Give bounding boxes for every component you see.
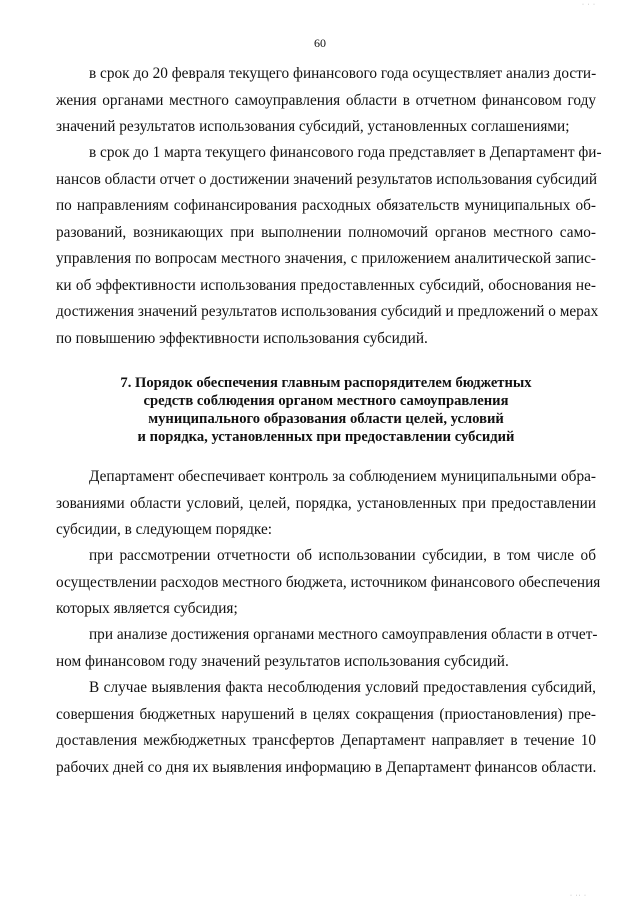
heading-line: и порядка, установленных при предоставлении субсидий bbox=[137, 429, 515, 445]
intro-paragraph-1 bbox=[56, 61, 596, 141]
paragraph-line: субсидии, в следующем порядке: bbox=[56, 521, 272, 538]
section-paragraph-1 bbox=[56, 464, 596, 544]
paragraph-line: которых является субсидия; bbox=[56, 600, 238, 617]
paragraph-line: жения органами местного самоуправления области в отчетном финансовом году bbox=[56, 91, 596, 109]
section-paragraph-2 bbox=[56, 543, 601, 623]
page-number: 60 bbox=[314, 36, 326, 50]
paragraph-line: зованиями области условий, целей, порядка, установленных при предоставлении bbox=[56, 494, 596, 512]
paragraph-line: рабочих дней со дня их выявления информацию в Департамент финансов области. bbox=[56, 758, 597, 776]
heading-line: 7. Порядок обеспечения главным распорядителем бюджетных bbox=[120, 375, 532, 391]
paragraph-line: при рассмотрении отчетности об использовании субсидии, в том числе об bbox=[89, 547, 596, 564]
paragraph-line: по направлениям софинансирования расходных обязательств муниципальных об- bbox=[56, 197, 596, 214]
paragraph-line: доставления межбюджетных трансфертов Департамент направляет в течение 10 bbox=[56, 732, 596, 749]
heading-line: средств соблюдения органом местного самоуправления bbox=[143, 393, 509, 409]
paragraph-line: значений результатов использования субсидий, установленных соглашениями; bbox=[56, 118, 570, 135]
paragraph-line: нансов области отчет о достижении значений результатов использования субсидий bbox=[56, 170, 598, 188]
heading-line: муниципального образования области целей, условий bbox=[148, 411, 504, 427]
paragraph-line: в срок до 1 марта текущего финансового года представляет в Департамент фи- bbox=[89, 144, 602, 161]
scan-artifact: · · · bbox=[582, 2, 596, 8]
paragraph-line: в срок до 20 февраля текущего финансового года осуществляет анализ дости- bbox=[89, 65, 597, 82]
section-paragraph-3 bbox=[56, 622, 596, 675]
paragraph-line: Департамент обеспечивает контроль за соблюдением муниципальными обра- bbox=[89, 468, 596, 485]
scan-artifact: · ·· · bbox=[570, 893, 587, 899]
paragraph-line: совершения бюджетных нарушений в целях сокращения (приостановления) пре- bbox=[56, 705, 596, 723]
paragraph-line: ном финансовом году значений результатов использования субсидий. bbox=[56, 652, 509, 670]
paragraph-line: В случае выявления факта несоблюдения условий предоставления субсидий, bbox=[89, 679, 596, 696]
paragraph-line: при анализе достижения органами местного самоуправления области в отчет- bbox=[89, 626, 598, 643]
paragraph-line: осуществлении расходов местного бюджета, источником финансового обеспечения bbox=[56, 573, 601, 591]
intro-paragraph-2 bbox=[56, 140, 602, 352]
paragraph-line: по повышению эффективности использования субсидий. bbox=[56, 329, 428, 347]
paragraph-line: управления по вопросам местного значения, с приложением аналитической запис- bbox=[56, 250, 596, 267]
paragraph-line: разований, возникающих при выполнении полномочий органов местного само- bbox=[56, 223, 596, 241]
paragraph-line: достижения значений результатов использования субсидий и предложений о мерах bbox=[56, 303, 599, 320]
section-paragraph-4 bbox=[56, 675, 596, 781]
paragraph-line: ки об эффективности использования предоставленных субсидий, обоснования не- bbox=[56, 276, 596, 294]
section-heading bbox=[56, 374, 596, 446]
